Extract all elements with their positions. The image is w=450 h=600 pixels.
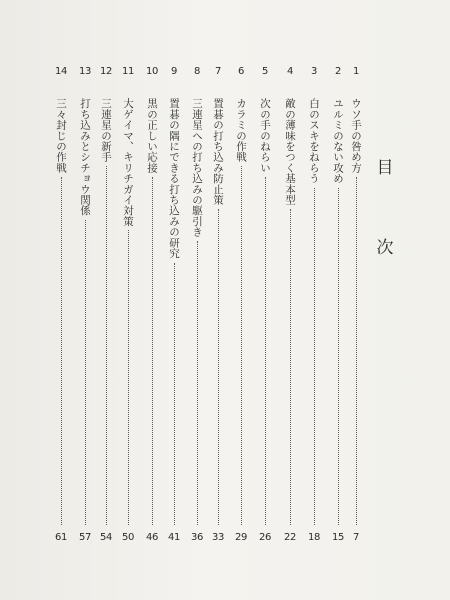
entry-page-number: 57 — [78, 532, 92, 543]
toc-entry — [188, 62, 206, 237]
entry-title: ウソ手の咎め方 — [350, 98, 362, 173]
entry-title: 置碁の打ち込み防止策 — [212, 98, 224, 205]
toc-title-char: 次 — [376, 238, 394, 258]
toc-entry — [232, 62, 250, 162]
dot-leader — [128, 230, 129, 525]
dot-leader — [218, 209, 219, 525]
toc-entry — [97, 62, 115, 162]
entry-page-number: 50 — [121, 532, 135, 543]
entry-title: 次の手のねらい — [259, 98, 271, 173]
entry-number: 4 — [286, 66, 294, 77]
entry-page-number: 33 — [211, 532, 225, 543]
entry-number: 13 — [78, 66, 92, 77]
entry-number: 14 — [54, 66, 68, 77]
entry-page-number: 36 — [190, 532, 204, 543]
entry-number: 9 — [170, 66, 178, 77]
toc-entry — [76, 62, 94, 216]
entry-number: 7 — [214, 66, 222, 77]
entry-number: 5 — [261, 66, 269, 77]
dot-leader — [241, 166, 242, 525]
entry-number: 6 — [237, 66, 245, 77]
toc-title-gap — [375, 178, 395, 238]
entry-title: 打ち込みとシチョウ関係 — [79, 98, 91, 216]
entry-page-number: 46 — [145, 532, 159, 543]
entry-number: 12 — [99, 66, 113, 77]
entry-page-number: 18 — [307, 532, 321, 543]
entry-page-number: 26 — [258, 532, 272, 543]
dot-leader — [106, 166, 107, 525]
entry-title: 大ゲイマ、キリチガイ対策 — [122, 98, 134, 227]
toc-title-char: 目 — [376, 158, 394, 178]
dot-leader — [356, 177, 357, 525]
entry-title: 白のスキをねらう — [308, 98, 320, 184]
entry-number: 8 — [193, 66, 201, 77]
dot-leader — [152, 177, 153, 525]
dot-leader — [61, 177, 62, 525]
dot-leader — [314, 188, 315, 525]
dot-leader — [290, 209, 291, 525]
toc-title — [375, 158, 395, 258]
toc-entry — [329, 62, 347, 184]
entry-title: ユルミのない攻め — [332, 98, 344, 184]
entry-title: 敵の薄味をつく基本型 — [284, 98, 296, 205]
entry-title: 三連星の新手 — [100, 98, 112, 163]
toc-entry — [281, 62, 299, 205]
entry-title: 黒の正しい応接 — [146, 98, 158, 173]
dot-leader — [197, 241, 198, 525]
toc-entry — [305, 62, 323, 184]
entry-number: 2 — [334, 66, 342, 77]
entry-number: 11 — [121, 66, 135, 77]
entry-page-number: 15 — [331, 532, 345, 543]
dot-leader — [85, 220, 86, 525]
entry-number: 1 — [352, 66, 360, 77]
toc-entry — [165, 62, 183, 259]
entry-page-number: 41 — [167, 532, 181, 543]
entry-page-number: 61 — [54, 532, 68, 543]
entry-title: 三々封じの作戦 — [55, 98, 67, 173]
entry-title: 置碁の隅にできる打ち込みの研究 — [168, 98, 180, 259]
toc-entry — [52, 62, 70, 173]
entry-title: カラミの作戦 — [235, 98, 247, 163]
entry-number: 10 — [145, 66, 159, 77]
entry-page-number: 7 — [352, 532, 360, 543]
entry-page-number: 54 — [99, 532, 113, 543]
dot-leader — [174, 263, 175, 525]
entry-title: 三連星への打ち込みの駆引き — [191, 98, 203, 238]
entry-number: 3 — [310, 66, 318, 77]
entry-page-number: 29 — [234, 532, 248, 543]
dot-leader — [338, 188, 339, 525]
toc-entry — [347, 62, 365, 173]
entry-page-number: 22 — [283, 532, 297, 543]
toc-entry — [209, 62, 227, 205]
toc-entry — [119, 62, 137, 226]
toc-entry — [143, 62, 161, 173]
dot-leader — [265, 177, 266, 525]
toc-entry — [256, 62, 274, 173]
